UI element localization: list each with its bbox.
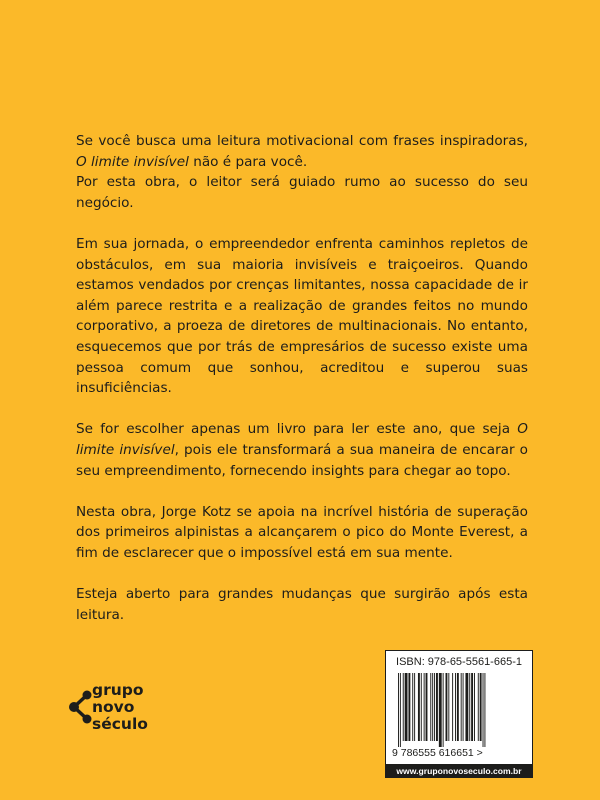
barcode-bar [436, 673, 438, 741]
barcode-bar [430, 673, 431, 741]
paragraph-4: Nesta obra, Jorge Kotz se apoia na incrível história de superação dos primeiros alpinistas a alcançarem o pico do Monte Everest, a fim de esclarecer que o impossível está em sua mente. [76, 503, 528, 561]
barcode-bar [461, 673, 462, 741]
barcode-bar [469, 673, 470, 741]
barcode-bar [439, 673, 442, 747]
publisher-name [92, 682, 148, 733]
barcode-bar [426, 673, 428, 741]
paragraph-5: Esteja aberto para grandes mudanças que surgirão após esta leitura. [76, 586, 528, 623]
barcode-bar [465, 673, 468, 741]
barcode-bar [421, 673, 422, 741]
paragraph-2: Em sua jornada, o empreendedor enfrenta caminhos repletos de obstáculos, em sua maioria invisíveis e traiçoeiros. Quando estamos vendados por crenças limitantes, nossa capacidade de ir além parece restrita e a realização de grandes feitos no mundo corporativo, a proeza de diretores de multinacionais. No entanto, esquecemos que por trás de empresários de sucesso existe uma pessoa comum que sonhou, acreditou e superou suas insuficiências. [76, 235, 528, 397]
paragraph-1 [76, 131, 528, 213]
barcode-bar [446, 673, 448, 741]
barcode-bar [403, 673, 404, 741]
publisher-name-line2: novo [92, 698, 135, 716]
barcode-bar [414, 673, 415, 741]
barcode-bar [484, 673, 485, 747]
barcode [398, 673, 522, 747]
barcode-bar [432, 673, 433, 741]
barcode-bar [448, 673, 449, 741]
barcode-bar [424, 673, 425, 741]
barcode-bar [478, 673, 479, 741]
publisher-name-line1: grupo [92, 681, 144, 699]
isbn-label: ISBN: 978-65-5561-665-1 [396, 656, 522, 668]
barcode-bar [434, 673, 435, 741]
barcode-bar [418, 673, 420, 741]
publisher-name-line3: século [92, 715, 148, 733]
p1-text-b: não é para você. [193, 153, 308, 170]
barcode-bar [474, 673, 475, 741]
p1-book-title: O limite invisível [76, 153, 189, 170]
barcode-bar [408, 673, 410, 741]
publisher-logo [62, 682, 172, 752]
barcode-bar [452, 673, 453, 741]
barcode-bar [457, 673, 459, 741]
barcode-bar [443, 673, 444, 747]
p1-text-c: Por esta obra, o leitor será guiado rumo ao sucesso do seu negócio. [76, 174, 528, 211]
paragraph-3 [76, 419, 528, 481]
p3-text-a: Se for escolher apenas um livro para ler este ano, que seja [76, 421, 511, 438]
barcode-bar [405, 673, 408, 741]
isbn-barcode-box [385, 650, 533, 765]
barcode-bar [480, 673, 482, 741]
p1-text-a: Se você busca uma leitura motivacional com frases inspiradoras, [76, 133, 528, 149]
barcode-bar [455, 673, 456, 741]
barcode-bar [400, 673, 401, 747]
barcode-bar [471, 673, 473, 741]
barcode-bar [412, 673, 413, 741]
barcode-bar [463, 673, 464, 741]
p3-book-title: O limite invisível [76, 421, 528, 458]
share-nodes-icon [68, 690, 94, 724]
barcode-bar [398, 673, 399, 747]
p3-text-b: , pois ele transformará a sua maneira de encarar o seu empreendimento, fornecendo insights para chegar ao topo. [76, 441, 528, 479]
publisher-url: www.gruponovoseculo.com.br [385, 764, 533, 778]
barcode-digits: 9 786555 616651 > [392, 747, 483, 759]
barcode-bar [483, 673, 484, 747]
synopsis [76, 131, 528, 646]
